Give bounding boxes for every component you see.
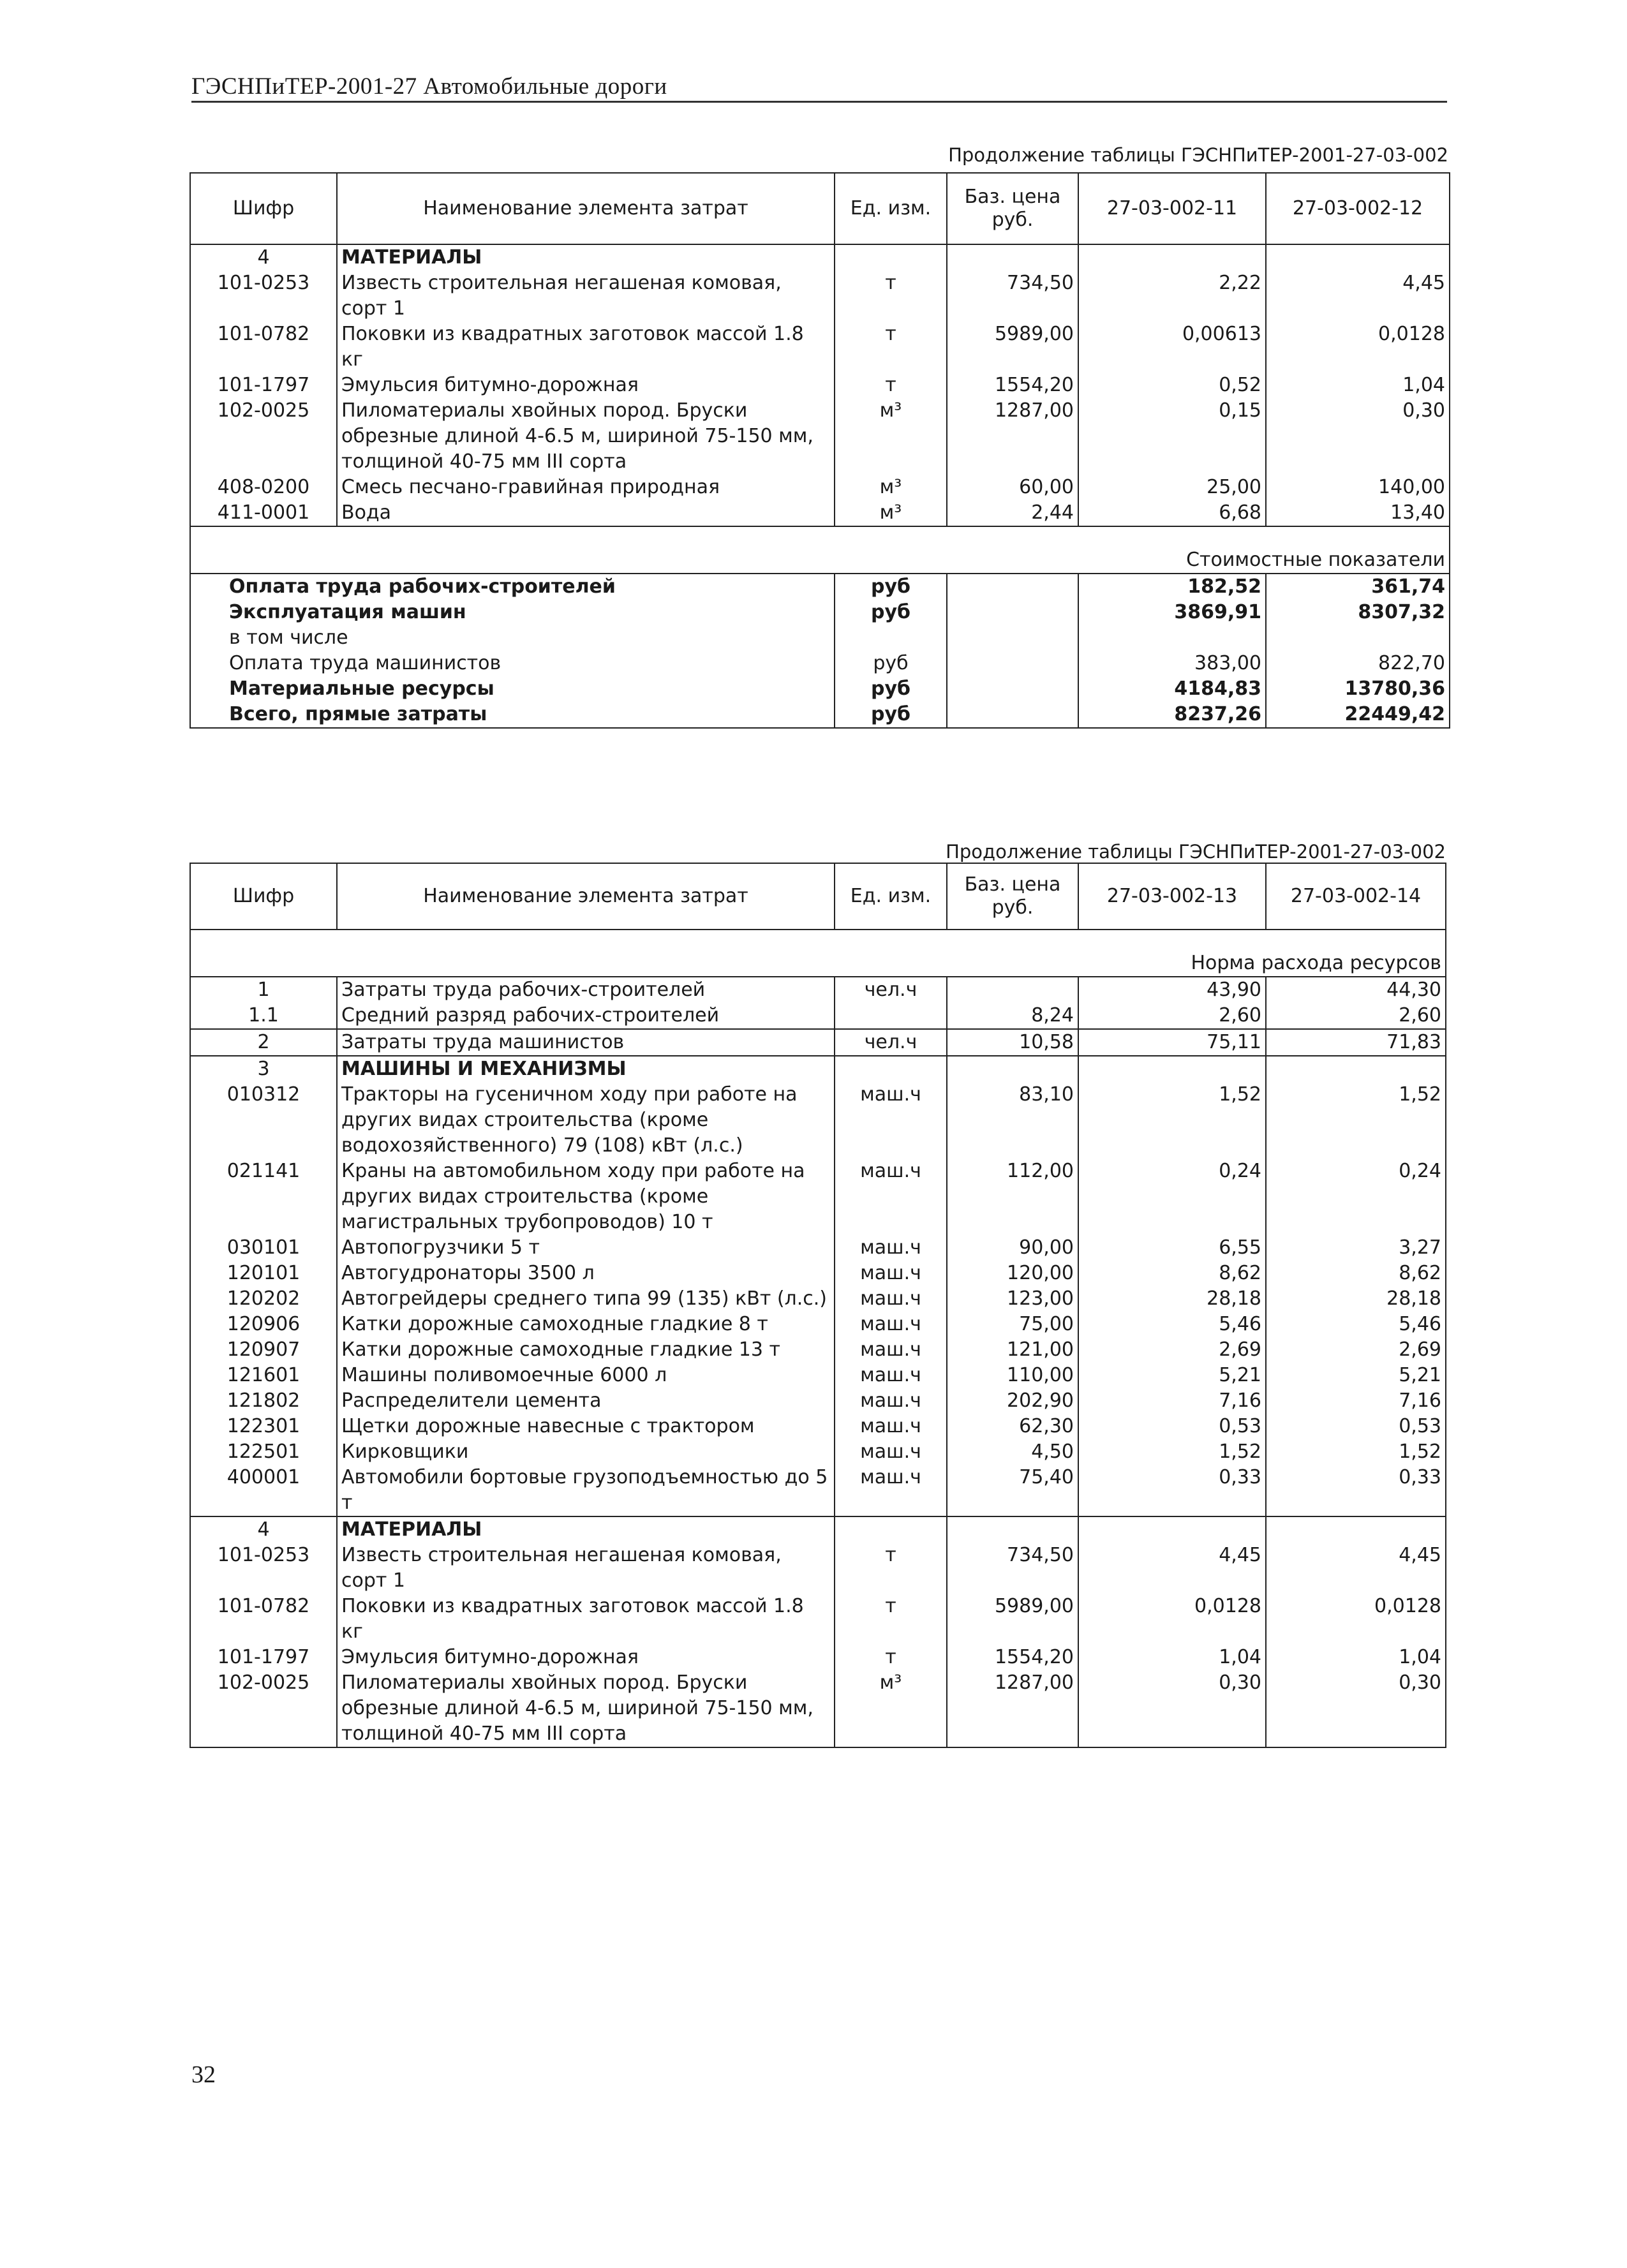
cell-price bbox=[947, 977, 1078, 1003]
cell-code: 101-0782 bbox=[190, 322, 337, 373]
cell-price: 2,44 bbox=[947, 500, 1078, 526]
cell-value-a: 0,15 bbox=[1078, 398, 1266, 475]
cell-price: 1287,00 bbox=[947, 398, 1078, 475]
cell-empty bbox=[1078, 1056, 1266, 1082]
cell-price: 1554,20 bbox=[947, 373, 1078, 398]
section-number: 4 bbox=[190, 244, 337, 271]
cell-code: 021141 bbox=[190, 1159, 337, 1235]
cell-value-b: 1,04 bbox=[1266, 373, 1450, 398]
cell-price: 112,00 bbox=[947, 1159, 1078, 1235]
cell-value-b: 44,30 bbox=[1266, 977, 1446, 1003]
cell-name: Краны на автомобильном ходу при работе на других видах строительства (кроме магистральных трубопроводов) 10 т bbox=[337, 1159, 835, 1235]
cell-name: Автогрейдеры среднего типа 99 (135) кВт (л.с.) bbox=[337, 1286, 835, 1312]
cell-value-b: 2,69 bbox=[1266, 1337, 1446, 1363]
col-a-header: 27-03-002-13 bbox=[1078, 863, 1266, 930]
cost-value-a: 383,00 bbox=[1078, 651, 1266, 676]
resource-norms-band bbox=[190, 930, 1446, 977]
table-row bbox=[190, 271, 1450, 322]
cell-unit: т bbox=[835, 1645, 947, 1670]
cell-value-a: 5,21 bbox=[1078, 1363, 1266, 1388]
cell-value-b: 5,46 bbox=[1266, 1312, 1446, 1337]
cost-unit bbox=[835, 625, 947, 651]
col-b-header: 27-03-002-14 bbox=[1266, 863, 1446, 930]
cell-code: 400001 bbox=[190, 1465, 337, 1516]
labour-row bbox=[190, 977, 1446, 1003]
document-title: ГЭСНПиТЕР-2001-27 Автомобильные дороги bbox=[191, 73, 667, 100]
cell-value-a: 8,62 bbox=[1078, 1261, 1266, 1286]
cell-name: Катки дорожные самоходные гладкие 13 т bbox=[337, 1337, 835, 1363]
cost-value-b: 822,70 bbox=[1266, 651, 1450, 676]
cell-price: 5989,00 bbox=[947, 1594, 1078, 1645]
cell-price: 83,10 bbox=[947, 1082, 1078, 1159]
cost-value-b: 8307,32 bbox=[1266, 600, 1450, 625]
cost-value-b: 13780,36 bbox=[1266, 676, 1450, 702]
section-row bbox=[190, 1056, 1446, 1082]
cell-price: 4,50 bbox=[947, 1439, 1078, 1465]
cell-value-a: 1,52 bbox=[1078, 1439, 1266, 1465]
cell-code: 411-0001 bbox=[190, 500, 337, 526]
col-unit-header: Ед. изм. bbox=[835, 863, 947, 930]
cell-value-b: 3,27 bbox=[1266, 1235, 1446, 1261]
table-row bbox=[190, 1645, 1446, 1670]
cost-value-a: 3869,91 bbox=[1078, 600, 1266, 625]
cell-code: 408-0200 bbox=[190, 475, 337, 500]
cell-unit: т bbox=[835, 1543, 947, 1594]
cost-unit: руб bbox=[835, 676, 947, 702]
cell-name: Распределители цемента bbox=[337, 1388, 835, 1414]
cell-unit: чел.ч bbox=[835, 1029, 947, 1056]
section-number: 4 bbox=[190, 1516, 337, 1543]
cell-empty bbox=[947, 676, 1078, 702]
cell-code: 101-0253 bbox=[190, 1543, 337, 1594]
cell-price: 121,00 bbox=[947, 1337, 1078, 1363]
cell-empty bbox=[947, 651, 1078, 676]
cell-name: Эмульсия битумно-дорожная bbox=[337, 1645, 835, 1670]
cell-value-a: 0,53 bbox=[1078, 1414, 1266, 1439]
col-code-header: Шифр bbox=[190, 863, 337, 930]
cost-row bbox=[190, 625, 1450, 651]
cell-name: Катки дорожные самоходные гладкие 8 т bbox=[337, 1312, 835, 1337]
cell-value-a: 0,0128 bbox=[1078, 1594, 1266, 1645]
cell-name: Тракторы на гусеничном ходу при работе на других видах строительства (кроме водохозяйственного) 79 (108) кВт (л.с.) bbox=[337, 1082, 835, 1159]
cost-unit: руб bbox=[835, 574, 947, 600]
cell-name: Пиломатериалы хвойных пород. Бруски обрезные длиной 4-6.5 м, шириной 75-150 мм, толщиной 40-75 мм III сорта bbox=[337, 398, 835, 475]
col-unit-header: Ед. изм. bbox=[835, 173, 947, 244]
table-row bbox=[190, 1159, 1446, 1235]
cell-code: 101-0253 bbox=[190, 271, 337, 322]
section-title: МАШИНЫ И МЕХАНИЗМЫ bbox=[337, 1056, 835, 1082]
cell-price: 62,30 bbox=[947, 1414, 1078, 1439]
table-row bbox=[190, 322, 1450, 373]
cell-name: Пиломатериалы хвойных пород. Бруски обрезные длиной 4-6.5 м, шириной 75-150 мм, толщиной 40-75 мм III сорта bbox=[337, 1670, 835, 1747]
cell-name: Автомобили бортовые грузоподъемностью до 5 т bbox=[337, 1465, 835, 1516]
cell-code: 101-0782 bbox=[190, 1594, 337, 1645]
table-1 bbox=[189, 172, 1450, 729]
cell-value-b: 1,52 bbox=[1266, 1439, 1446, 1465]
cell-name: Кирковщики bbox=[337, 1439, 835, 1465]
cell-unit: маш.ч bbox=[835, 1261, 947, 1286]
cell-price: 734,50 bbox=[947, 1543, 1078, 1594]
cell-name: Известь строительная негашеная комовая, сорт 1 bbox=[337, 271, 835, 322]
cell-name: Средний разряд рабочих-строителей bbox=[337, 1003, 835, 1029]
cell-value-a: 28,18 bbox=[1078, 1286, 1266, 1312]
cost-unit: руб bbox=[835, 600, 947, 625]
cell-value-b: 71,83 bbox=[1266, 1029, 1446, 1056]
cost-name: Материальные ресурсы bbox=[190, 676, 835, 702]
cell-price: 90,00 bbox=[947, 1235, 1078, 1261]
cell-empty bbox=[1078, 1516, 1266, 1543]
cell-unit: маш.ч bbox=[835, 1363, 947, 1388]
labour-row bbox=[190, 1029, 1446, 1056]
cell-unit: т bbox=[835, 322, 947, 373]
cell-code: 101-1797 bbox=[190, 1645, 337, 1670]
section-row bbox=[190, 1516, 1446, 1543]
cell-empty bbox=[835, 1056, 947, 1082]
table-row bbox=[190, 1465, 1446, 1516]
col-name-header: Наименование элемента затрат bbox=[337, 863, 835, 930]
cell-price: 123,00 bbox=[947, 1286, 1078, 1312]
cell-value-a: 6,55 bbox=[1078, 1235, 1266, 1261]
cell-name: Затраты труда машинистов bbox=[337, 1029, 835, 1056]
cost-value-b bbox=[1266, 625, 1450, 651]
cell-unit: т bbox=[835, 1594, 947, 1645]
cell-value-b: 4,45 bbox=[1266, 1543, 1446, 1594]
cell-code: 121601 bbox=[190, 1363, 337, 1388]
cell-value-b: 8,62 bbox=[1266, 1261, 1446, 1286]
table-row bbox=[190, 1082, 1446, 1159]
col-price-header: Баз. цена руб. bbox=[947, 173, 1078, 244]
table-row bbox=[190, 1235, 1446, 1261]
table-2-header-row bbox=[190, 863, 1446, 930]
cell-value-b: 2,60 bbox=[1266, 1003, 1446, 1029]
running-header bbox=[191, 69, 1447, 103]
cell-unit: маш.ч bbox=[835, 1312, 947, 1337]
cell-code: 2 bbox=[190, 1029, 337, 1056]
cell-value-a: 1,52 bbox=[1078, 1082, 1266, 1159]
cell-value-a: 4,45 bbox=[1078, 1543, 1266, 1594]
table-row bbox=[190, 1670, 1446, 1747]
cell-price: 120,00 bbox=[947, 1261, 1078, 1286]
cell-empty bbox=[947, 1056, 1078, 1082]
cell-empty bbox=[1078, 244, 1266, 271]
cell-unit: маш.ч bbox=[835, 1235, 947, 1261]
cell-unit: т bbox=[835, 373, 947, 398]
cell-code: 102-0025 bbox=[190, 1670, 337, 1747]
cell-value-a: 43,90 bbox=[1078, 977, 1266, 1003]
cell-value-b: 7,16 bbox=[1266, 1388, 1446, 1414]
cell-name: Поковки из квадратных заготовок массой 1.8 кг bbox=[337, 1594, 835, 1645]
cost-name: Оплата труда машинистов bbox=[190, 651, 835, 676]
cell-empty bbox=[947, 1516, 1078, 1543]
cell-value-b: 0,53 bbox=[1266, 1414, 1446, 1439]
band-label: Стоимостные показатели bbox=[190, 526, 1450, 574]
cell-price: 75,40 bbox=[947, 1465, 1078, 1516]
cell-value-a: 75,11 bbox=[1078, 1029, 1266, 1056]
cell-code: 030101 bbox=[190, 1235, 337, 1261]
cell-unit: маш.ч bbox=[835, 1286, 947, 1312]
table-row bbox=[190, 1312, 1446, 1337]
cell-value-a: 5,46 bbox=[1078, 1312, 1266, 1337]
cell-empty bbox=[1266, 1056, 1446, 1082]
cell-value-a: 7,16 bbox=[1078, 1388, 1266, 1414]
cell-value-a: 0,33 bbox=[1078, 1465, 1266, 1516]
table-row bbox=[190, 1414, 1446, 1439]
cell-unit: м³ bbox=[835, 398, 947, 475]
cost-row bbox=[190, 676, 1450, 702]
table-2-caption: Продолжение таблицы ГЭСНПиТЕР-2001-27-03-002 bbox=[946, 841, 1446, 863]
col-code-header: Шифр bbox=[190, 173, 337, 244]
cell-unit: м³ bbox=[835, 1670, 947, 1747]
cell-price: 5989,00 bbox=[947, 322, 1078, 373]
cell-value-b: 28,18 bbox=[1266, 1286, 1446, 1312]
cell-name: Известь строительная негашеная комовая, сорт 1 bbox=[337, 1543, 835, 1594]
cell-name: Затраты труда рабочих-строителей bbox=[337, 977, 835, 1003]
table-row bbox=[190, 1594, 1446, 1645]
col-a-header: 27-03-002-11 bbox=[1078, 173, 1266, 244]
cell-price: 110,00 bbox=[947, 1363, 1078, 1388]
cell-value-a: 1,04 bbox=[1078, 1645, 1266, 1670]
cell-value-b: 0,30 bbox=[1266, 398, 1450, 475]
cell-value-b: 1,52 bbox=[1266, 1082, 1446, 1159]
cell-value-a: 6,68 bbox=[1078, 500, 1266, 526]
cell-code: 101-1797 bbox=[190, 373, 337, 398]
cell-unit: маш.ч bbox=[835, 1465, 947, 1516]
table-1-caption: Продолжение таблицы ГЭСНПиТЕР-2001-27-03-002 bbox=[948, 144, 1448, 166]
cell-code: 102-0025 bbox=[190, 398, 337, 475]
table-1-header-row bbox=[190, 173, 1450, 244]
cost-row bbox=[190, 574, 1450, 600]
cell-value-a: 0,30 bbox=[1078, 1670, 1266, 1747]
band-label: Норма расхода ресурсов bbox=[190, 930, 1446, 977]
cost-name: Всего, прямые затраты bbox=[190, 702, 835, 728]
cost-indicators-band bbox=[190, 526, 1450, 574]
cell-value-b: 0,33 bbox=[1266, 1465, 1446, 1516]
cell-value-b: 5,21 bbox=[1266, 1363, 1446, 1388]
section-title: МАТЕРИАЛЫ bbox=[337, 244, 835, 271]
cell-empty bbox=[835, 244, 947, 271]
table-row bbox=[190, 1388, 1446, 1414]
cell-value-b: 140,00 bbox=[1266, 475, 1450, 500]
table-row bbox=[190, 398, 1450, 475]
cell-unit: м³ bbox=[835, 500, 947, 526]
cell-name: Эмульсия битумно-дорожная bbox=[337, 373, 835, 398]
cell-value-b: 0,0128 bbox=[1266, 1594, 1446, 1645]
cell-empty bbox=[947, 625, 1078, 651]
table-row bbox=[190, 1363, 1446, 1388]
cell-code: 122501 bbox=[190, 1439, 337, 1465]
cell-name: Щетки дорожные навесные с трактором bbox=[337, 1414, 835, 1439]
cell-value-a: 25,00 bbox=[1078, 475, 1266, 500]
cell-code: 010312 bbox=[190, 1082, 337, 1159]
labour-row bbox=[190, 1003, 1446, 1029]
cell-price: 1554,20 bbox=[947, 1645, 1078, 1670]
cost-value-b: 22449,42 bbox=[1266, 702, 1450, 728]
cost-name: в том числе bbox=[190, 625, 835, 651]
cost-name: Эксплуатация машин bbox=[190, 600, 835, 625]
cell-unit: маш.ч bbox=[835, 1082, 947, 1159]
cell-code: 1 bbox=[190, 977, 337, 1003]
table-row bbox=[190, 1543, 1446, 1594]
col-price-header: Баз. цена руб. bbox=[947, 863, 1078, 930]
table-row bbox=[190, 1337, 1446, 1363]
cost-row bbox=[190, 600, 1450, 625]
cell-code: 120906 bbox=[190, 1312, 337, 1337]
cell-unit: маш.ч bbox=[835, 1388, 947, 1414]
cell-unit: маш.ч bbox=[835, 1159, 947, 1235]
cell-empty bbox=[947, 574, 1078, 600]
cell-value-b: 13,40 bbox=[1266, 500, 1450, 526]
cell-empty bbox=[947, 702, 1078, 728]
cell-code: 120101 bbox=[190, 1261, 337, 1286]
cell-value-a: 2,22 bbox=[1078, 271, 1266, 322]
col-b-header: 27-03-002-12 bbox=[1266, 173, 1450, 244]
cell-unit: м³ bbox=[835, 475, 947, 500]
cell-name: Поковки из квадратных заготовок массой 1.8 кг bbox=[337, 322, 835, 373]
cell-price: 8,24 bbox=[947, 1003, 1078, 1029]
cell-code: 120907 bbox=[190, 1337, 337, 1363]
cost-value-a: 8237,26 bbox=[1078, 702, 1266, 728]
cell-unit: маш.ч bbox=[835, 1414, 947, 1439]
cell-value-a: 2,60 bbox=[1078, 1003, 1266, 1029]
cell-unit bbox=[835, 1003, 947, 1029]
cell-value-a: 0,24 bbox=[1078, 1159, 1266, 1235]
table-row bbox=[190, 373, 1450, 398]
cell-value-a: 0,00613 bbox=[1078, 322, 1266, 373]
page-number: 32 bbox=[191, 2061, 216, 2088]
table-row bbox=[190, 1261, 1446, 1286]
section-number: 3 bbox=[190, 1056, 337, 1082]
cost-value-b: 361,74 bbox=[1266, 574, 1450, 600]
cost-unit: руб bbox=[835, 702, 947, 728]
table-row bbox=[190, 475, 1450, 500]
cell-code: 122301 bbox=[190, 1414, 337, 1439]
cell-price: 202,90 bbox=[947, 1388, 1078, 1414]
cell-empty bbox=[947, 244, 1078, 271]
cell-empty bbox=[835, 1516, 947, 1543]
cell-price: 734,50 bbox=[947, 271, 1078, 322]
table-row bbox=[190, 1286, 1446, 1312]
cell-price: 60,00 bbox=[947, 475, 1078, 500]
cell-value-b: 0,30 bbox=[1266, 1670, 1446, 1747]
section-row bbox=[190, 244, 1450, 271]
cost-value-a: 182,52 bbox=[1078, 574, 1266, 600]
cell-value-a: 2,69 bbox=[1078, 1337, 1266, 1363]
cost-name: Оплата труда рабочих-строителей bbox=[190, 574, 835, 600]
cell-value-a: 0,52 bbox=[1078, 373, 1266, 398]
cell-value-b: 0,24 bbox=[1266, 1159, 1446, 1235]
cell-price: 1287,00 bbox=[947, 1670, 1078, 1747]
cell-code: 121802 bbox=[190, 1388, 337, 1414]
cell-name: Машины поливомоечные 6000 л bbox=[337, 1363, 835, 1388]
cell-unit: маш.ч bbox=[835, 1439, 947, 1465]
cost-value-a bbox=[1078, 625, 1266, 651]
cost-row bbox=[190, 702, 1450, 728]
cell-name: Автопогрузчики 5 т bbox=[337, 1235, 835, 1261]
cell-name: Смесь песчано-гравийная природная bbox=[337, 475, 835, 500]
cell-code: 1.1 bbox=[190, 1003, 337, 1029]
table-2 bbox=[189, 863, 1446, 1748]
cell-empty bbox=[1266, 244, 1450, 271]
table-row bbox=[190, 500, 1450, 526]
col-name-header: Наименование элемента затрат bbox=[337, 173, 835, 244]
cell-unit: т bbox=[835, 271, 947, 322]
cell-price: 75,00 bbox=[947, 1312, 1078, 1337]
cell-price: 10,58 bbox=[947, 1029, 1078, 1056]
cell-name: Автогудронаторы 3500 л bbox=[337, 1261, 835, 1286]
cell-empty bbox=[1266, 1516, 1446, 1543]
cell-value-b: 1,04 bbox=[1266, 1645, 1446, 1670]
cell-unit: чел.ч bbox=[835, 977, 947, 1003]
cell-unit: маш.ч bbox=[835, 1337, 947, 1363]
table-row bbox=[190, 1439, 1446, 1465]
cost-row bbox=[190, 651, 1450, 676]
cell-code: 120202 bbox=[190, 1286, 337, 1312]
cost-value-a: 4184,83 bbox=[1078, 676, 1266, 702]
cell-value-b: 4,45 bbox=[1266, 271, 1450, 322]
section-title: МАТЕРИАЛЫ bbox=[337, 1516, 835, 1543]
cell-empty bbox=[947, 600, 1078, 625]
cell-value-b: 0,0128 bbox=[1266, 322, 1450, 373]
cost-unit: руб bbox=[835, 651, 947, 676]
cell-name: Вода bbox=[337, 500, 835, 526]
